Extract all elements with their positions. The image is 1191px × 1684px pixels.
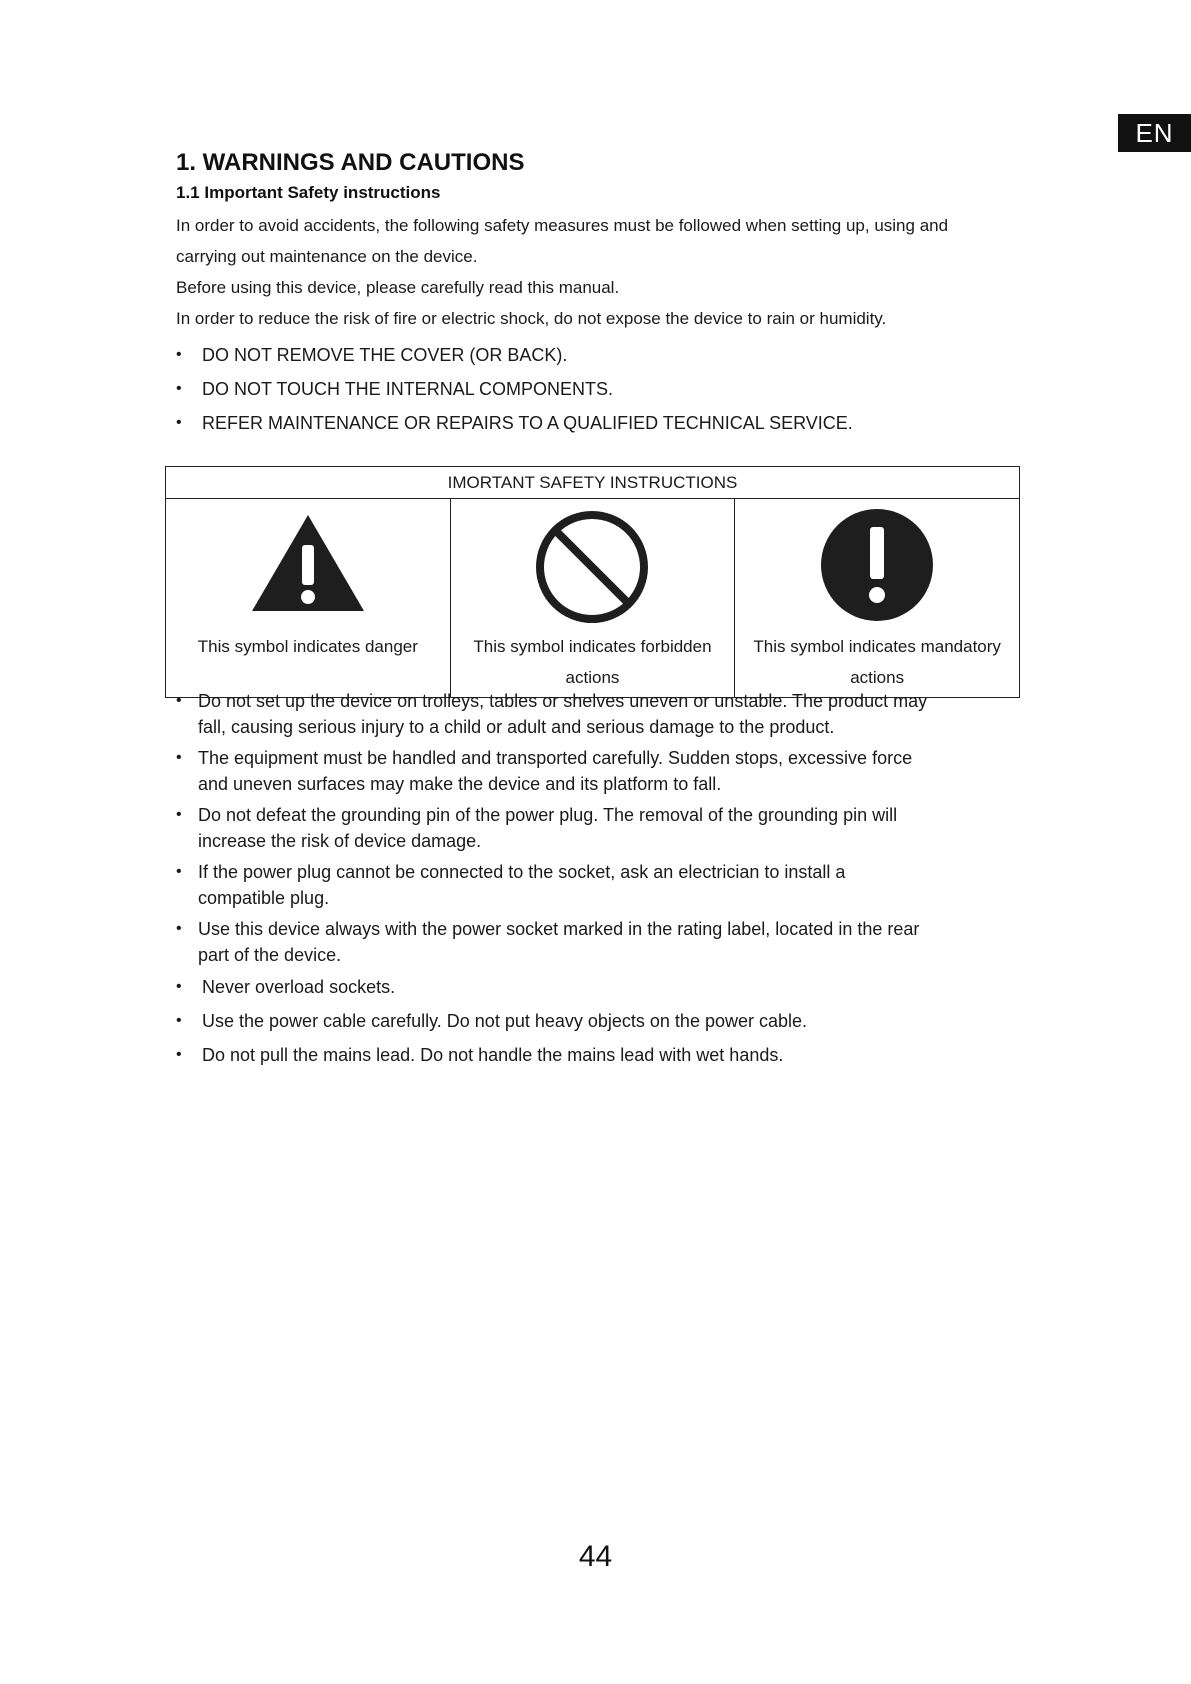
bullet: •: [176, 1012, 182, 1029]
symbol-cell-mandatory: [735, 499, 1020, 698]
language-tab: EN: [1118, 114, 1191, 152]
bullet: •: [176, 806, 182, 823]
subsection-heading: 1.1 Important Safety instructions: [176, 183, 441, 202]
list-item-text: increase the risk of device damage.: [198, 831, 482, 851]
safety-rules-list: [176, 688, 996, 1075]
list-item: [176, 688, 996, 740]
table-header: IMORTANT SAFETY INSTRUCTIONS: [166, 467, 1020, 499]
section-heading: 1. WARNINGS AND CAUTIONS: [176, 149, 525, 176]
list-item: [176, 916, 996, 968]
list-item: [176, 802, 996, 854]
list-item-text: Use this device always with the power socket marked in the rating label, located in the rear: [198, 919, 920, 939]
bullet: •: [176, 346, 182, 363]
danger-triangle-icon: [248, 507, 368, 627]
list-item: [176, 1007, 996, 1035]
intro-line-3: Before using this device, please carefully read this manual.: [176, 278, 620, 297]
bullet: •: [176, 863, 182, 880]
warnings-section: [176, 146, 1036, 440]
list-item: [176, 859, 996, 911]
list-item: [176, 372, 1036, 406]
caps-warning-list: [176, 338, 1036, 440]
list-item-text: Never overload sockets.: [202, 977, 396, 997]
list-item: [176, 1041, 996, 1069]
symbol-cell-forbidden: [450, 499, 735, 698]
bullet: •: [176, 380, 182, 397]
intro-line-2: carrying out maintenance on the device.: [176, 247, 478, 266]
symbol-label: This symbol indicates mandatory actions: [753, 637, 1001, 687]
list-item-text: Do not set up the device on trolleys, tables or shelves uneven or unstable. The product may: [198, 691, 928, 711]
list-item-text: REFER MAINTENANCE OR REPAIRS TO A QUALIFIED TECHNICAL SERVICE.: [202, 413, 853, 433]
list-item-text: part of the device.: [198, 945, 342, 965]
list-item: [176, 406, 1036, 440]
mandatory-exclamation-icon: [817, 507, 937, 627]
forbidden-circle-icon: [532, 507, 652, 627]
list-item-text: DO NOT TOUCH THE INTERNAL COMPONENTS.: [202, 379, 614, 399]
symbol-label: This symbol indicates forbidden actions: [473, 637, 712, 687]
bullet: •: [176, 920, 182, 937]
symbol-label: This symbol indicates danger: [197, 637, 418, 656]
page-number: 44: [578, 1540, 613, 1573]
list-item-text: Do not defeat the grounding pin of the power plug. The removal of the grounding pin will: [198, 805, 898, 825]
list-item: [176, 338, 1036, 372]
symbol-cell-danger: [166, 499, 451, 698]
bullet: •: [176, 978, 182, 995]
bullet: •: [176, 1046, 182, 1063]
intro-line-1: In order to avoid accidents, the following safety measures must be followed when setting up, using and: [176, 216, 949, 235]
list-item-text: Do not pull the mains lead. Do not handle the mains lead with wet hands.: [202, 1045, 784, 1065]
list-item-text: DO NOT REMOVE THE COVER (OR BACK).: [202, 345, 568, 365]
list-item-text: The equipment must be handled and transported carefully. Sudden stops, excessive force: [198, 748, 913, 768]
list-item-text: compatible plug.: [198, 888, 330, 908]
list-item: [176, 745, 996, 797]
list-item-text: fall, causing serious injury to a child or adult and serious damage to the product.: [198, 717, 835, 737]
bullet: •: [176, 692, 182, 709]
bullet: •: [176, 414, 182, 431]
list-item-text: Use the power cable carefully. Do not put heavy objects on the power cable.: [202, 1011, 808, 1031]
safety-symbols-table: [165, 466, 1020, 698]
list-item: [176, 973, 996, 1001]
list-item-text: If the power plug cannot be connected to the socket, ask an electrician to install a: [198, 862, 846, 882]
intro-line-4: In order to reduce the risk of fire or electric shock, do not expose the device to rain or humidity.: [176, 309, 887, 328]
bullet: •: [176, 749, 182, 766]
list-item-text: and uneven surfaces may make the device and its platform to fall.: [198, 774, 722, 794]
